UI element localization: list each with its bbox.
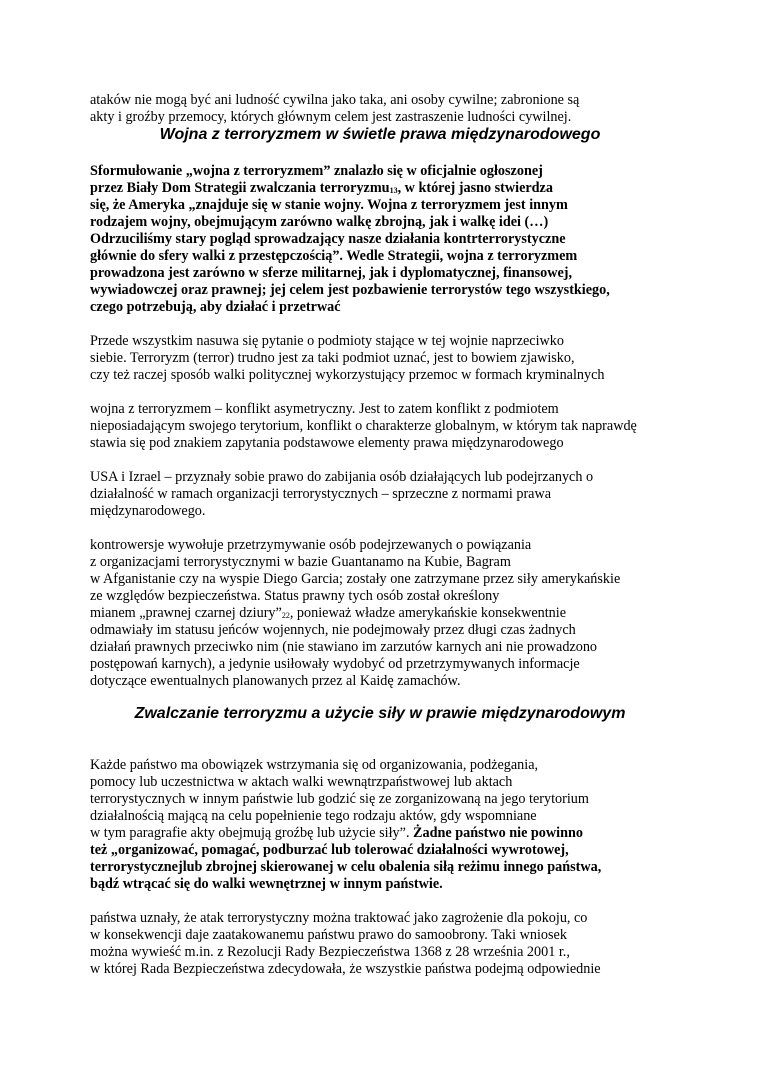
p7-line-2: w konsekwencji daje zaatakowanemu państwu prawo do samoobrony. Taki wniosek: [90, 927, 567, 943]
p7-line-1: państwa uznały, że atak terrorystyczny można traktować jako zagrożenie dla pokoju, co: [90, 910, 588, 926]
heading-combating-terrorism: Zwalczanie terroryzmu a użycie siły w prawie międzynarodowym: [134, 705, 626, 722]
p5-line-1: kontrowersje wywołuje przetrzymywanie osób podejrzewanych o powiązania: [90, 537, 532, 553]
p6-line-7: terrorystycznejlub zbrojnej skierowanej w celu obalenia siłą reżimu innego państwa,: [90, 859, 602, 875]
p3-line-1: wojna z terroryzmem – konflikt asymetryczny. Jest to zatem konflikt z podmiotem: [90, 401, 559, 417]
p3-line-3: stawia się pod znakiem zapytania podstawowe elementy prawa międzynarodowego: [90, 435, 564, 451]
p6-line-8: bądź wtrącać się do walki wewnętrznej w innym państwie.: [90, 876, 443, 892]
p1-line-1: Sformułowanie „wojna z terroryzmem” znalazło się w oficjalnie ogłoszonej: [90, 163, 543, 179]
p4-line-3: międzynarodowego.: [90, 503, 206, 519]
p1-line-2: przez Biały Dom Strategii zwalczania terroryzmu$_{13}$, w której jasno stwierdza: [90, 180, 553, 196]
p5-line-7: działań prawnych przeciwko nim (nie stawiano im zarzutów karnych ani nie prowadzono: [90, 639, 598, 655]
p6-line-3: terrorystycznych w innym państwie lub godzić się ze zorganizowaną na jego terytorium: [90, 791, 589, 807]
p5-line-6: odmawiały im statusu jeńców wojennych, nie podejmowały przez długi czas żadnych: [90, 622, 576, 638]
p6-line-1: Każde państwo ma obowiązek wstrzymania się od organizowania, podżegania,: [90, 757, 539, 773]
p2-line-2: siebie. Terroryzm (terror) trudno jest za taki podmiot uznać, jest to bowiem zjawisko,: [90, 350, 575, 366]
p6-line-5: w tym paragrafie akty obejmują groźbę lub użycie siły”. Żadne państwo nie powinno: [90, 825, 583, 841]
p1-line-3: się, że Ameryka „znajduje się w stanie wojny. Wojna z terroryzmem jest innym: [90, 197, 568, 213]
p1-line-8: wywiadowczej oraz prawnej; jej celem jest pozbawienie terrorystów tego wszystkiego,: [90, 282, 610, 298]
p5-line-5: mianem „prawnej czarnej $dziury”_{22}$, ponieważ władze amerykańskie konsekwentnie: [90, 605, 566, 621]
intro-line-2: akty i groźby przemocy, których głównym celem jest zastraszenie ludności cywilnej.: [90, 109, 572, 125]
p4-line-2: działalność w ramach organizacji terrorystycznych – sprzeczne z normami prawa: [90, 486, 552, 502]
p1-line-4: rodzajem wojny, obejmującym zarówno walkę zbrojną, jak i walkę idei (…): [90, 214, 549, 230]
p7-line-3: można wywieść m.in. z Rezolucji Rady Bezpieczeństwa 1368 z 28 września 2001 r.,: [90, 944, 570, 960]
p6-line-6: też „organizować, pomagać, podburzać lub tolerować działalności wywrotowej,: [90, 842, 569, 858]
p7-line-4: w której Rada Bezpieczeństwa zdecydowała, że wszystkie państwa podejmą odpowiednie: [90, 961, 601, 977]
heading-war-on-terror: Wojna z terroryzmem w świetle prawa międzynarodowego: [159, 126, 601, 143]
p5-line-9: dotyczące ewentualnych planowanych przez al Kaidę zamachów.: [90, 673, 461, 689]
p5-line-2: z organizacjami terrorystycznymi w bazie Guantanamo na Kubie, Bagram: [90, 554, 511, 570]
p6-line-2: pomocy lub uczestnictwa w aktach walki wewnątrzpaństwowej lub aktach: [90, 774, 513, 790]
intro-line-1: ataków nie mogą być ani ludność cywilna jako taka, ani osoby cywilne; zabronione są: [90, 92, 580, 108]
p5-line-4: ze względów bezpieczeństwa. Status prawny tych osób został określony: [90, 588, 500, 604]
p3-line-2: nieposiadającym swojego terytorium, konflikt o charakterze globalnym, w którym tak naprawdę: [90, 418, 637, 434]
p1-line-7: prowadzona jest zarówno w sferze militarnej, jak i dyplomatycznej, finansowej,: [90, 265, 573, 281]
p1-line-5: Odrzuciliśmy stary pogląd sprowadzający nasze działania kontrterrorystyczne: [90, 231, 566, 247]
p4-line-1: USA i Izrael – przyznały sobie prawo do zabijania osób działających lub podejrzanych o: [90, 469, 594, 485]
footnote-ref-22: 22: [281, 611, 290, 620]
p5-line-3: w Afganistanie czy na wyspie Diego Garcia; zostały one zatrzymane przez siły amerykańskie: [90, 571, 621, 587]
footnote-ref-13: 13: [389, 186, 398, 195]
p5-line-8: postępowań karnych), a jedynie usiłowały wydobyć od przetrzymywanych informacje: [90, 656, 580, 672]
p2-line-3: czy też raczej sposób walki politycznej wykorzystujący przemoc w formach kryminalnych: [90, 367, 605, 383]
p2-line-1: Przede wszystkim nasuwa się pytanie o podmioty stające w tej wojnie naprzeciwko: [90, 333, 564, 349]
p1-line-6: głównie do sfery walki z przestępczością”. Wedle Strategii, wojna z terroryzmem: [90, 248, 578, 264]
p1-line-9: czego potrzebują, aby działać i przetrwać: [90, 299, 341, 315]
p6-line-4: działalnością mającą na celu popełnienie tego rodzaju aktów, gdy wspomniane: [90, 808, 537, 824]
